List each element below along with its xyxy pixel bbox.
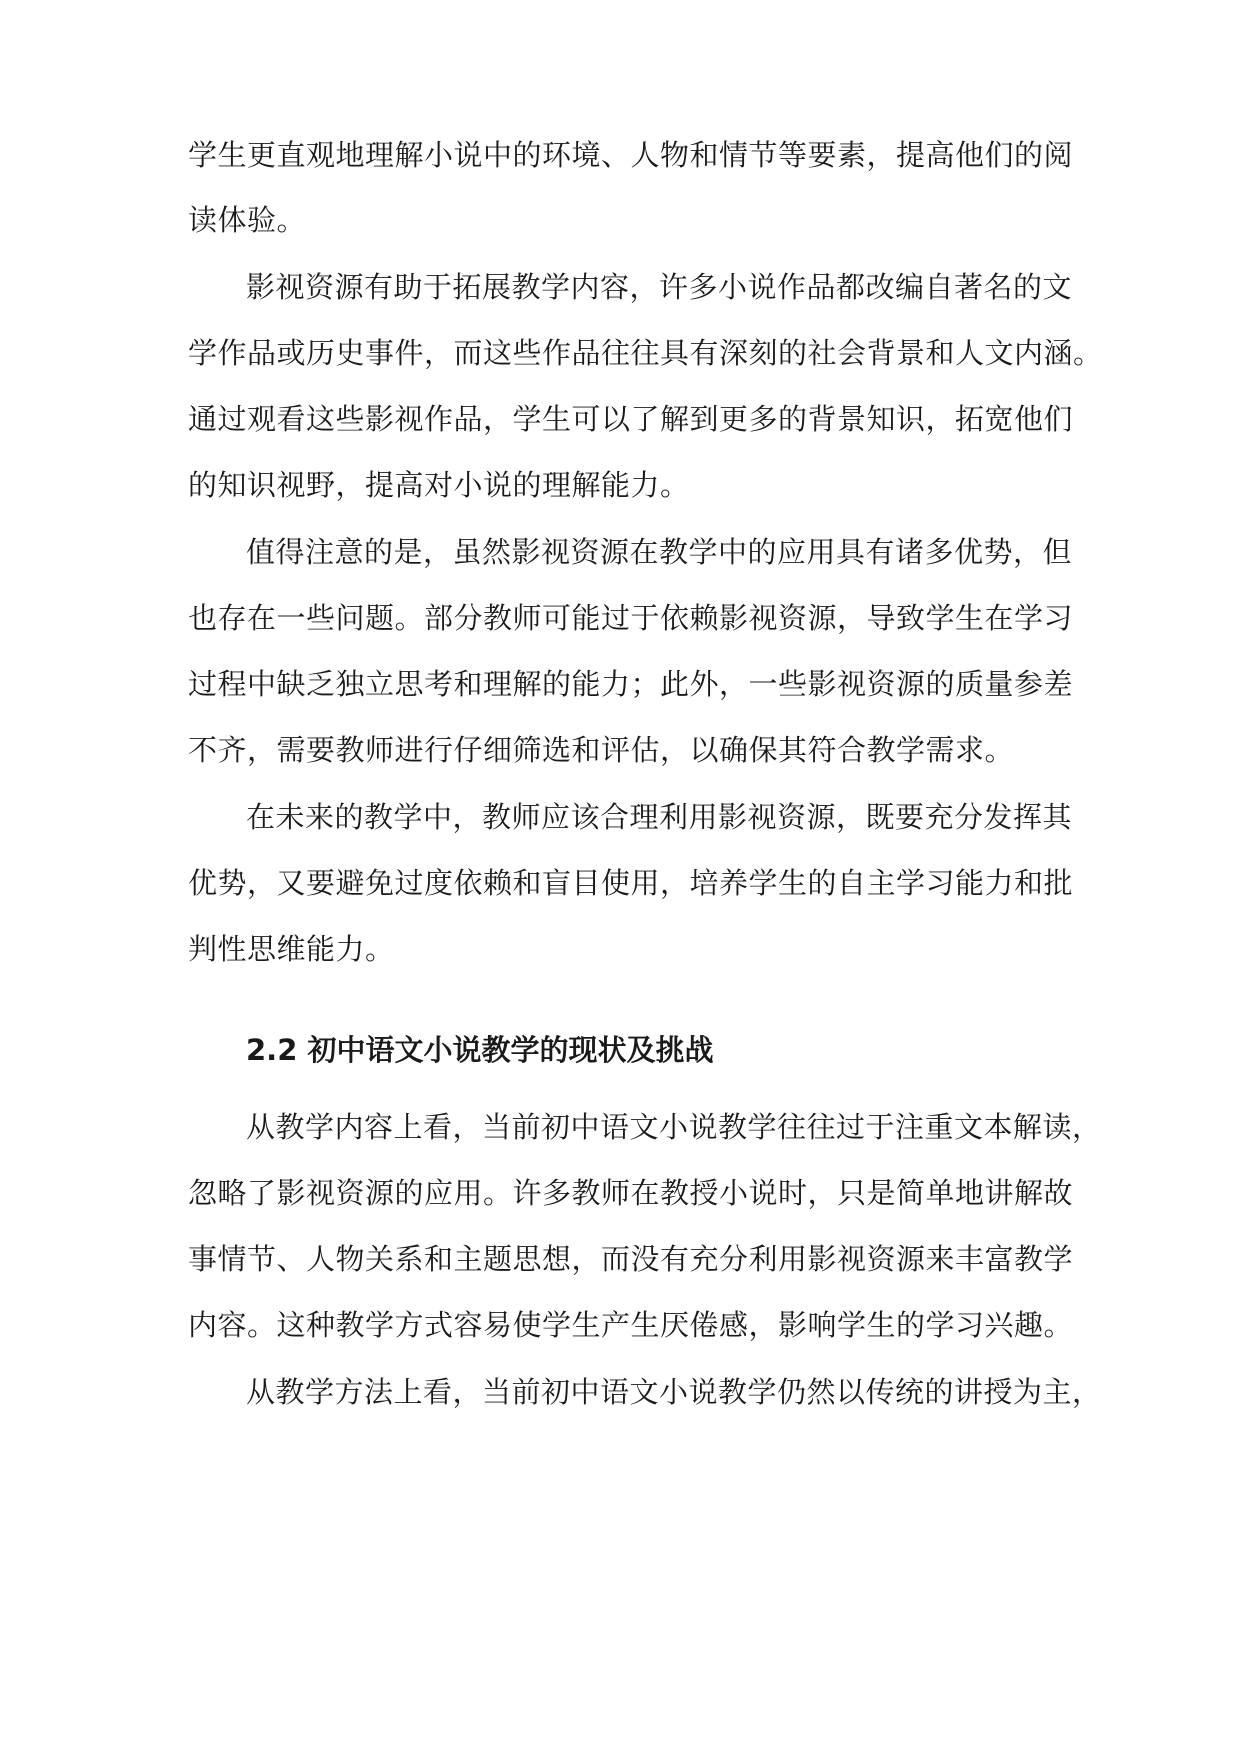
paragraph-line: 优势，又要避免过度依赖和盲目使用，培养学生的自主学习能力和批 (188, 866, 1074, 900)
paragraph-line: 判性思维能力。 (188, 932, 395, 966)
paragraph-line: 学生更直观地理解小说中的环境、人物和情节等要素，提高他们的阅 (188, 138, 1074, 172)
paragraph-line: 事情节、人物关系和主题思想，而没有充分利用影视资源来丰富教学 (188, 1242, 1074, 1276)
paragraph-line: 不齐，需要教师进行仔细筛选和评估，以确保其符合教学需求。 (188, 733, 1015, 767)
paragraph-line: 通过观看这些影视作品，学生可以了解到更多的背景知识，拓宽他们 (188, 402, 1074, 436)
paragraph-line: 读体验。 (188, 203, 307, 237)
paragraph-line: 从教学方法上看，当前初中语文小说教学仍然以传统的讲授为主， (246, 1375, 1102, 1409)
paragraph-line: 影视资源有助于拓展教学内容，许多小说作品都改编自著名的文 (246, 270, 1073, 304)
paragraph-line: 值得注意的是，虽然影视资源在教学中的应用具有诸多优势，但 (246, 535, 1073, 569)
paragraph-line: 学作品或历史事件，而这些作品往往具有深刻的社会背景和人文内涵。 (188, 336, 1103, 370)
paragraph-line: 也存在一些问题。部分教师可能过于依赖影视资源，导致学生在学习 (188, 601, 1074, 635)
paragraph-line: 的知识视野，提高对小说的理解能力。 (188, 468, 690, 502)
paragraph-line: 忽略了影视资源的应用。许多教师在教授小说时，只是简单地讲解故 (188, 1176, 1074, 1210)
paragraph-line: 内容。这种教学方式容易使学生产生厌倦感，影响学生的学习兴趣。 (188, 1308, 1074, 1342)
section-heading: 2.2 初中语文小说教学的现状及挑战 (246, 1033, 714, 1067)
paragraph-line: 从教学内容上看，当前初中语文小说教学往往过于注重文本解读， (246, 1110, 1102, 1144)
paragraph-line: 在未来的教学中，教师应该合理利用影视资源，既要充分发挥其 (246, 800, 1073, 834)
paragraph-line: 过程中缺乏独立思考和理解的能力；此外，一些影视资源的质量参差 (188, 667, 1074, 701)
